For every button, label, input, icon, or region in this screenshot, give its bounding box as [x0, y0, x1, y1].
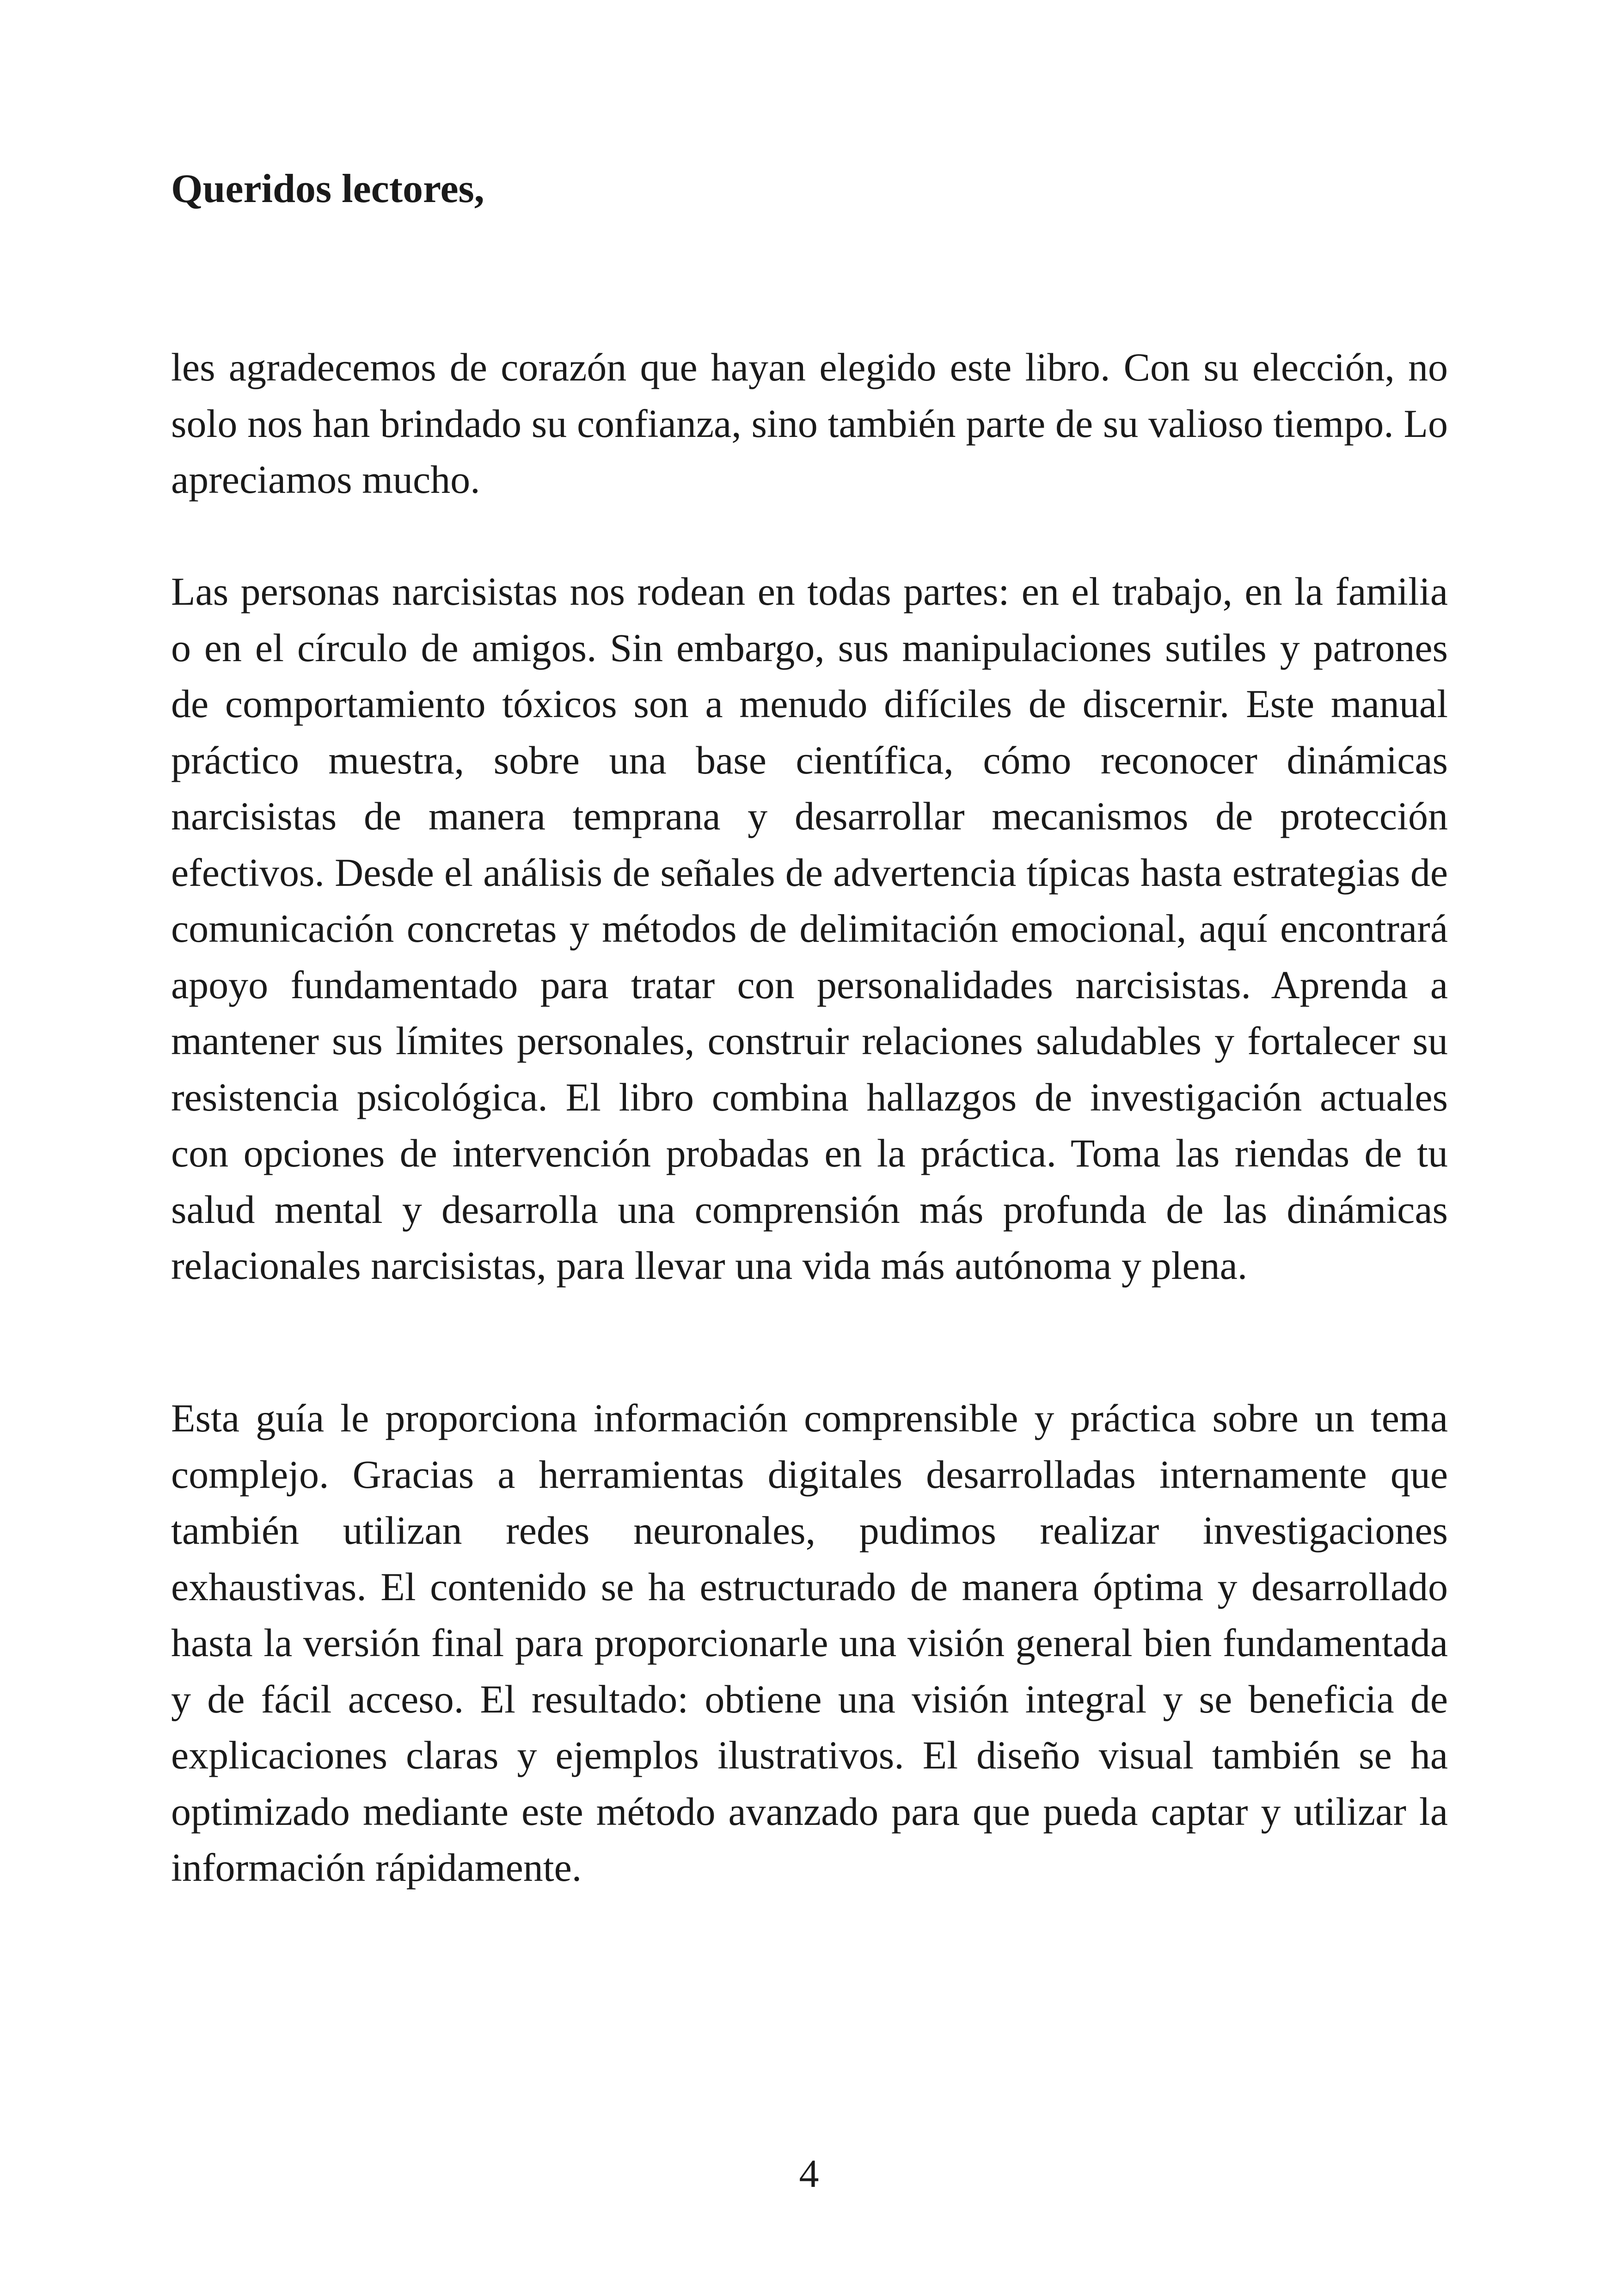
paragraph-thanks: les agradecemos de corazón que hayan elegido este libro. Con su elección, no solo nos han brindado su confianza, sino también parte de su valioso tiempo. Lo apreciamos mucho.	[171, 345, 1448, 502]
greeting-heading: Queridos lectores,	[171, 166, 484, 211]
page-number: 4	[799, 2151, 819, 2196]
paragraph-guide: Esta guía le proporciona información comprensible y práctica sobre un tema complejo. Gracias a herramientas digitales desarrolladas internamente que también utilizan redes neuronales, pudimos realizar investigaciones exhaustivas. El contenido se ha estructurado de manera óptima y desarrollado hasta la versión final para proporcionarle una visión general bien fundamentada y de fácil acceso. El resultado: obtiene una visión integral y se beneficia de explicaciones claras y ejemplos ilustrativos. El diseño visual también se ha optimizado mediante este método avanzado para que pueda captar y utilizar la información rápidamente.	[171, 1396, 1448, 1890]
paragraph-description: Las personas narcisistas nos rodean en todas partes: en el trabajo, en la familia o en el círculo de amigos. Sin embargo, sus manipulaciones sutiles y patrones de comportamiento tóxicos son a menudo difíciles de discernir. Este manual práctico muestra, sobre una base científica, cómo reconocer dinámicas narcisistas de manera temprana y desarrollar mecanismos de protección efectivos. Desde el análisis de señales de advertencia típicas hasta estrategias de comunicación concretas y métodos de delimitación emocional, aquí encontrará apoyo fundamentado para tratar con personalidades narcisistas. Aprenda a mantener sus límites personales, construir relaciones saludables y fortalecer su resistencia psicológica. El libro combina hallazgos de investigación actuales con opciones de intervención probadas en la práctica. Toma las riendas de tu salud mental y desarrolla una comprensión más profunda de las dinámicas relacionales narcisistas, para llevar una vida más autónoma y plena.	[171, 569, 1448, 1288]
